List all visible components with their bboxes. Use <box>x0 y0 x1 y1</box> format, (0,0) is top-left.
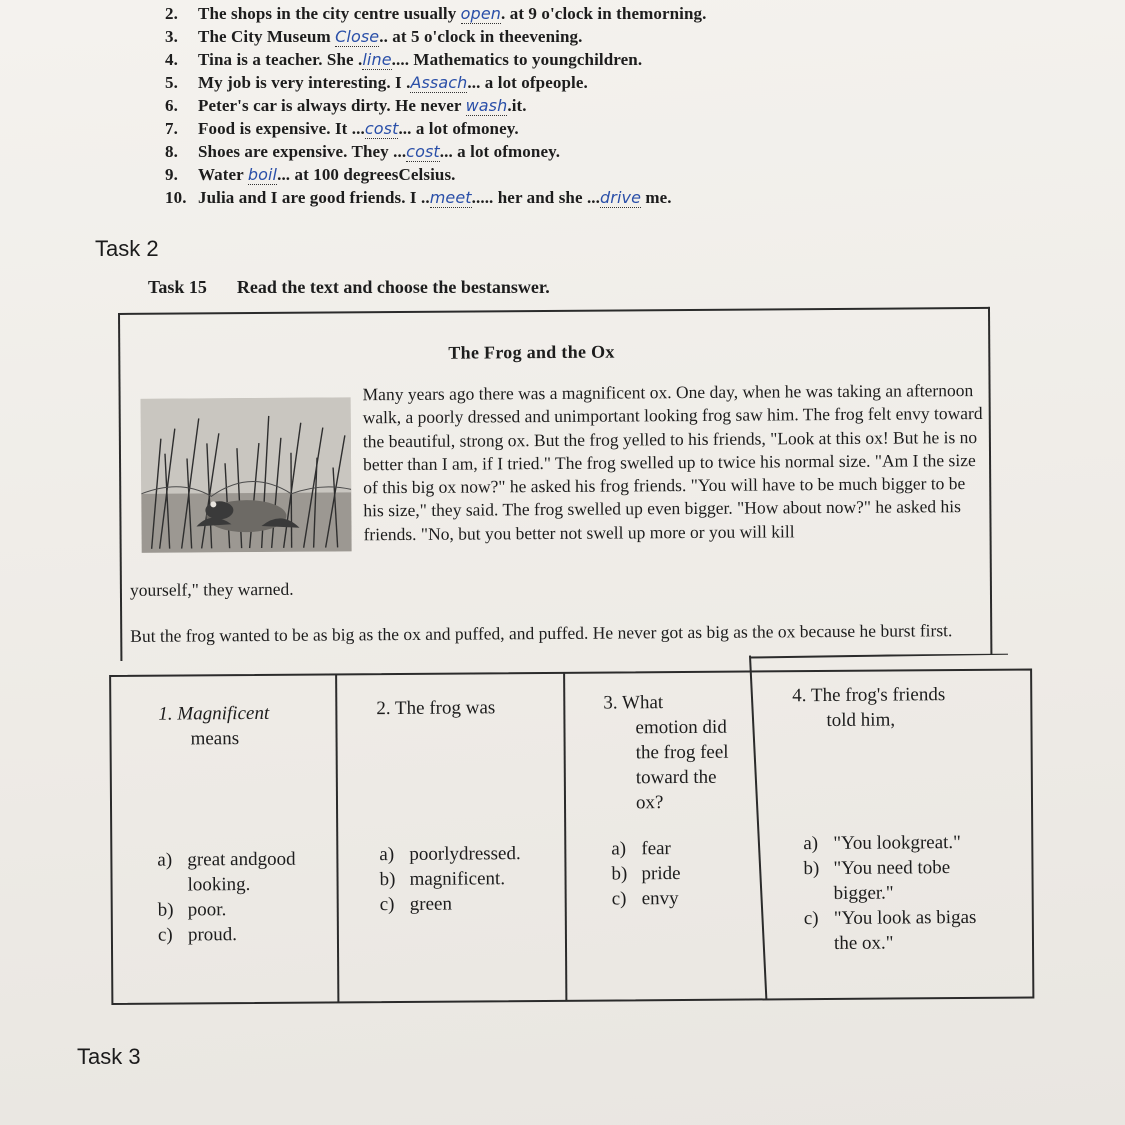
item-number: 6. <box>165 96 178 115</box>
option-letter: c) <box>803 908 819 930</box>
handwritten-answer: boil <box>247 165 278 184</box>
item-text: Water <box>198 165 248 184</box>
item-text: .... Mathematics to youngchildren. <box>391 50 643 69</box>
question-2-options <box>379 841 521 917</box>
handwritten-answer: drive <box>600 188 642 207</box>
item-number: 7. <box>165 119 178 138</box>
list-item <box>165 119 519 141</box>
answer-option-cont: the ox." <box>833 932 894 954</box>
option-text: poorlydressed. <box>409 843 521 865</box>
answer-option[interactable] <box>803 855 976 881</box>
answer-option[interactable] <box>158 922 296 948</box>
item-number: 5. <box>165 73 178 92</box>
task-15-heading <box>148 277 550 298</box>
handwritten-answer: cost <box>364 119 399 138</box>
list-item <box>165 50 642 72</box>
option-letter: a) <box>803 833 819 855</box>
question-4-title: told him, <box>826 709 896 731</box>
story-paragraph: Many years ago there was a magnificent ox. One day, when he was taking an afternoon walk, a poorly dressed and unimportant looking frog saw him. The frog felt envy toward the beautiful, strong ox. But the frog yelled to his friends, "Look at this ox! But he is no better than I am, if I tried." The frog swelled up to twice his normal size. "Am I the size of this big ox now?" he asked his frog friends. "You will have to be much bigger to be his size," they said. The frog swelled up even bigger. "How about now?" he asked his friends. "No, but you better not swell up more or you will kill <box>362 380 983 545</box>
question-2-title: 2. The frog was <box>376 697 496 720</box>
item-text: . at 9 o'clock in themorning. <box>501 4 707 23</box>
answer-option[interactable] <box>379 841 521 867</box>
reading-passage-box <box>118 307 992 661</box>
handwritten-answer: Close <box>335 27 380 46</box>
task-3-label: Task 3 <box>77 1044 141 1069</box>
question-1-options <box>157 847 296 948</box>
question-3-title: ox? <box>635 792 664 814</box>
story-title: The Frog and the Ox <box>448 341 615 363</box>
option-letter: b) <box>803 858 820 880</box>
answer-option[interactable] <box>803 830 976 856</box>
item-text: Peter's car is always dirty. He never <box>198 96 466 115</box>
item-number: 4. <box>165 50 178 69</box>
story-paragraph-end: yourself," they warned. <box>129 578 294 600</box>
option-text: "You lookgreat." <box>833 832 961 854</box>
answer-option[interactable] <box>804 905 977 931</box>
handwritten-answer: cost <box>406 142 440 161</box>
item-text: Julia and I are good friends. I .. <box>198 188 430 207</box>
task-15-number: Task 15 <box>148 277 207 297</box>
item-text: The City Museum <box>198 27 336 46</box>
answer-option[interactable] <box>611 836 680 861</box>
option-text: pride <box>641 863 681 885</box>
option-text: green <box>409 893 452 915</box>
item-number: 8. <box>165 142 178 161</box>
frog-illustration <box>141 397 352 552</box>
item-text: My job is very interesting. I . <box>198 73 411 92</box>
question-3 <box>603 690 729 816</box>
question-1-title: 1. Magnificent <box>158 702 270 725</box>
list-item <box>165 165 456 187</box>
answer-option[interactable] <box>612 886 681 911</box>
option-letter: b) <box>157 899 174 921</box>
question-3-title: toward the <box>635 766 717 789</box>
question-3-title: the frog feel <box>635 741 729 764</box>
option-letter: c) <box>379 894 395 916</box>
option-text: envy <box>641 888 679 910</box>
handwritten-answer: open <box>460 4 502 23</box>
item-text: Tina is a teacher. She . <box>198 50 363 69</box>
question-4 <box>792 682 945 733</box>
option-letter: c) <box>611 888 627 910</box>
item-text: ... a lot ofmoney. <box>398 119 519 138</box>
frog-in-grass-icon <box>141 397 352 552</box>
item-number: 2. <box>165 4 178 23</box>
handwritten-answer: line <box>362 50 392 69</box>
question-3-options <box>611 836 681 911</box>
option-text: proud. <box>187 924 238 946</box>
handwritten-answer: meet <box>429 188 472 207</box>
option-letter: a) <box>611 838 627 860</box>
list-item <box>165 96 527 118</box>
question-1-title: means <box>190 728 240 750</box>
answer-option[interactable] <box>611 861 680 886</box>
handwritten-answer: wash <box>465 96 508 115</box>
item-text: Shoes are expensive. They ... <box>198 142 407 161</box>
option-letter: a) <box>379 844 395 866</box>
item-text: ... a lot ofmoney. <box>439 142 561 161</box>
item-text: .. at 5 o'clock in theevening. <box>379 27 583 46</box>
option-letter: c) <box>157 924 173 946</box>
item-number: 3. <box>165 27 178 46</box>
answer-option[interactable] <box>379 866 521 892</box>
handwritten-answer: Assach <box>410 73 468 92</box>
list-item <box>165 188 672 210</box>
option-text: "You need tobe <box>833 857 951 879</box>
answer-option[interactable] <box>158 897 296 923</box>
list-item <box>165 142 560 164</box>
item-text: Food is expensive. It ... <box>198 119 365 138</box>
item-number: 10. <box>165 188 187 207</box>
option-letter: b) <box>611 863 628 885</box>
item-text: ... at 100 degreesCelsius. <box>277 165 456 184</box>
answer-option-cont: looking. <box>187 874 251 896</box>
option-text: poor. <box>187 899 227 921</box>
question-4-title: 4. The frog's friends <box>792 684 946 707</box>
answer-option[interactable] <box>380 891 522 917</box>
option-text: magnificent. <box>409 868 506 890</box>
question-3-title: 3. What <box>603 692 664 714</box>
story-paragraph: But the frog wanted to be as big as the ox and puffed, and puffed. He never got as big as the ox because he burst first. <box>130 620 953 646</box>
item-text: ... a lot ofpeople. <box>467 73 588 92</box>
answer-option[interactable] <box>157 847 295 873</box>
option-text: fear <box>641 838 671 860</box>
item-text: me. <box>641 188 672 207</box>
item-number: 9. <box>165 165 178 184</box>
list-item <box>165 4 707 26</box>
answer-option-cont: bigger." <box>833 882 894 904</box>
item-text: .it. <box>507 96 527 115</box>
question-2 <box>376 695 495 721</box>
question-1 <box>158 701 269 752</box>
item-text: ..... her and she ... <box>471 188 601 207</box>
option-text: "You look as bigas <box>833 906 977 929</box>
question-table <box>108 654 1035 1006</box>
task-15-instruction: Read the text and choose the bestanswer. <box>236 277 550 297</box>
option-text: great andgood <box>187 848 296 871</box>
item-text: The shops in the city centre usually <box>198 4 461 23</box>
list-item <box>165 73 588 95</box>
option-letter: b) <box>379 868 396 891</box>
question-4-options <box>803 830 976 956</box>
list-item <box>165 27 582 49</box>
task-2-label: Task 2 <box>95 236 159 261</box>
option-letter: a) <box>157 849 173 871</box>
question-3-title: emotion did <box>635 716 727 739</box>
